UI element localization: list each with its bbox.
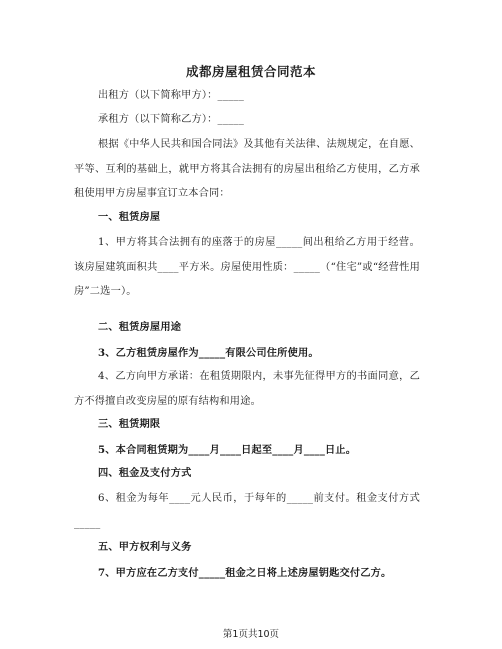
lessee-line: 承租方（以下简称乙方）：_____	[98, 114, 245, 125]
lessor-line: 出租方（以下简称甲方）：_____	[98, 90, 245, 101]
clause-1: 1、甲方将其合法拥有的座落于的房屋_____间出租给乙方用于经营。该房屋建筑面积共____平方米。房屋使用性质：_____（“住宅”或“经营性用房”二选一）。	[74, 237, 420, 297]
section-heading-1: 一、租赁房屋	[98, 212, 161, 223]
clause-6: 6、租金为每年____元人民币，于每年的_____前支付。租金支付方式_____	[74, 493, 420, 529]
clause-7: 7、甲方应在乙方支付_____租金之日将上述房屋钥匙交付乙方。	[98, 567, 392, 579]
clause-3: 3、乙方租赁房屋作为_____有限公司住所使用。	[98, 347, 319, 359]
section-heading-5: 五、甲方权利与义务	[98, 542, 192, 553]
document-title: 成都房屋租赁合同范本	[185, 64, 316, 79]
section-heading-3: 三、租赁期限	[98, 419, 161, 430]
page-number: 第1页共10页	[222, 629, 280, 640]
section-heading-4: 四、租金及支付方式	[98, 468, 192, 479]
clause-4: 4、乙方向甲方承诺：在租赁期限内，未事先征得甲方的书面同意，乙方不得擅自改变房屋的原有结构和用途。	[74, 371, 420, 407]
clause-5: 5、本合同租赁期为____月____日起至____月____日止。	[98, 444, 357, 456]
preamble-paragraph: 根据《中华人民共和国合同法》及其他有关法律、法规规定，在自愿、平等、互利的基础上，就甲方将其合法拥有的房屋出租给乙方使用，乙方承租使用甲方房屋事宜订立本合同：	[74, 139, 421, 199]
section-heading-2: 二、租赁房屋用途	[98, 322, 182, 333]
